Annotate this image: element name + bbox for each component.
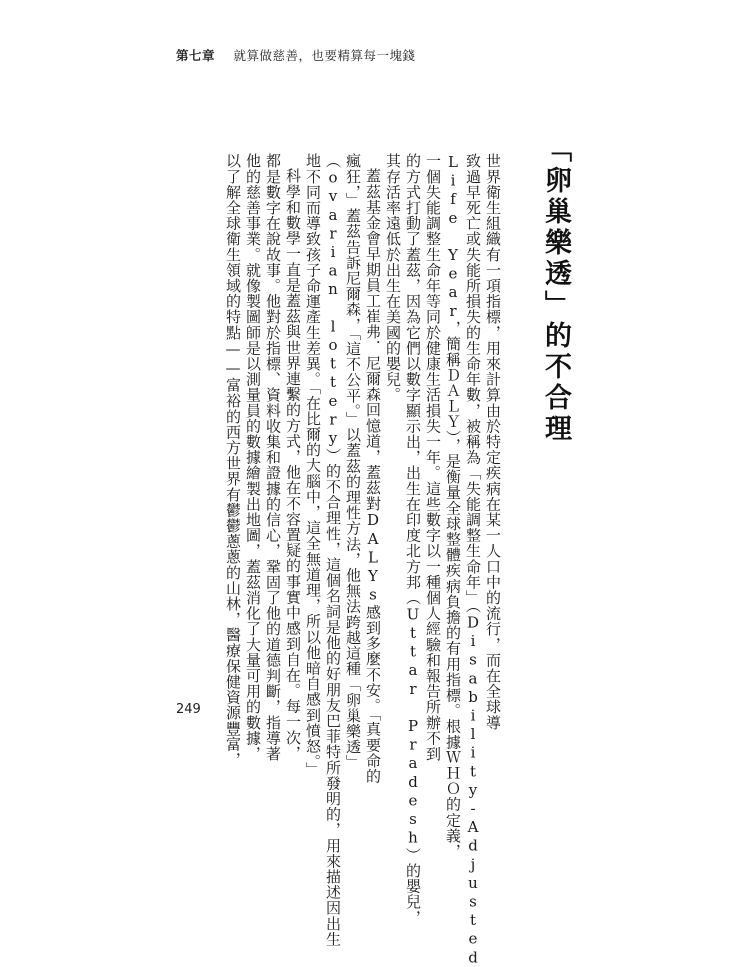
body-column: （ovarian lottery）的不合理性，這個名詞是他的好朋友巴菲特所發明的，用來描述因出生	[324, 153, 342, 947]
body-column: 蓋茲基金會早期員工崔弗．尼爾森回憶道，蓋茲對DALYs感到多麼不安。「真要命的	[364, 168, 382, 784]
body-column: 都是數字在說故事。他對於指標、資料收集和證據的信心，鞏固了他的道德判斷，指導著	[264, 153, 282, 762]
body-column: 科學和數學一直是蓋茲與世界連繫的方式，他在不容置疑的事實中感到自在。每一次，	[284, 168, 302, 761]
body-column: 其存活率遠低於出生在美國的嬰兒。	[384, 153, 402, 403]
chapter-title: 就算做慈善，也要精算每一塊錢	[233, 48, 416, 63]
body-column: 致過早死亡或失能所損失的生命年數，被稱為「失能調整生命年」（Disability-Adjusted	[464, 153, 482, 967]
body-column: Life Year，簡稱ＤＡＬＹ），是衡量全球整體疾病負擔的有用指標。根據ＷＨＯ的定義，	[444, 153, 462, 859]
body-column: 瘋狂，」蓋茲告訴尼爾森，「這不公平。」以蓋茲的理性方法，他無法跨越這種「卵巢樂透」	[344, 153, 362, 771]
body-column: 的方式打動了蓋茲，因為它們以數字顯示出，出生在印度北方邦（Uttar Pradesh）的嬰兒，	[404, 153, 422, 926]
body-column: 他的慈善事業。就像製圖師是以測量員的數據繪製出地圖，蓋茲消化了大量可用的數據，	[244, 153, 262, 762]
body-column: 以了解全球衛生領域的特點——富裕的西方世界有鬱鬱蔥蔥的山林，醫療保健資源豐富，	[224, 153, 242, 768]
body-column: 世界衛生組織有一項指標，用來計算由於特定疾病在某一人口中的流行，而在全球導	[484, 153, 502, 731]
body-column: 地不同而導致孩子命運產生差異。「在比爾的大腦中，這全無道理，所以他暗自感到憤怒。」	[304, 153, 322, 778]
section-title: 「卵巢樂透」的不合理	[540, 135, 571, 445]
body-column: 一個失能調整生命年等同於健康生活損失一年。這些數字以一種個人經驗和報告所辦不到	[424, 153, 442, 762]
running-head	[176, 46, 416, 64]
page-number: 249	[176, 702, 201, 717]
chapter-label: 第七章	[176, 48, 216, 63]
